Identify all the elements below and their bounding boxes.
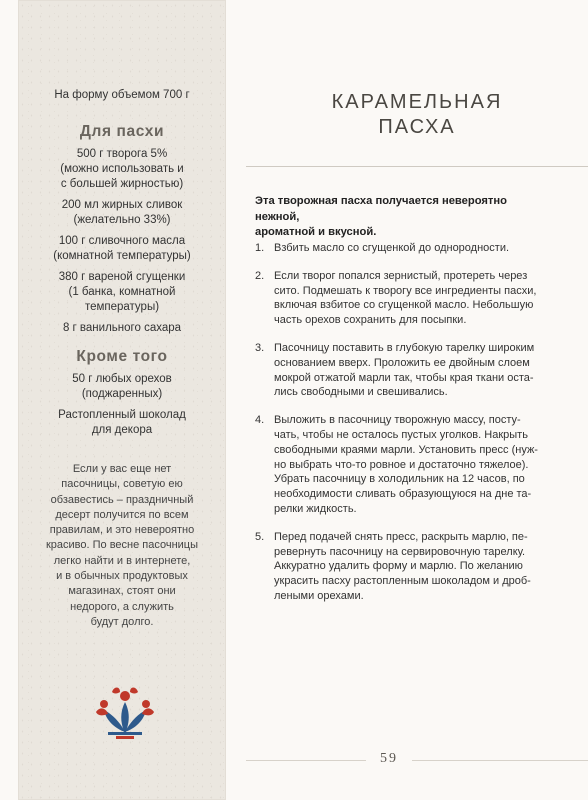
ingredient-item (18, 321, 226, 336)
text-line: украсить пасху растопленным шоколадом и дроб- (274, 575, 531, 588)
text-line: Пасочницу поставить в глубокую тарелку широким (274, 341, 535, 354)
extra-heading: Кроме того (76, 348, 168, 365)
extra-item (18, 372, 226, 402)
text-line: недорого, а служить (70, 600, 174, 613)
step-text (268, 413, 545, 517)
title-divider (246, 166, 588, 167)
text-line: 8 г ванильного сахара (62, 322, 182, 334)
ingredients-sidebar (18, 0, 226, 800)
text-line: леными орехами. (274, 589, 364, 602)
step-text (268, 341, 545, 400)
text-line: и в обычных продуктовых (56, 570, 188, 583)
step-number: 2. (255, 269, 265, 282)
text-line: часть орехов сохранить для посыпки. (274, 314, 467, 327)
text-line: (можно использовать и (60, 163, 184, 175)
text-line: правилам, и это невероятно (49, 524, 195, 537)
text-line: температуры) (84, 301, 160, 313)
text-line: красиво. По весне пасочницы (45, 539, 199, 552)
extra-item (18, 408, 226, 438)
text-line: 50 г любых орехов (72, 373, 172, 385)
text-line: (комнатной температуры) (53, 250, 191, 262)
text-line: ПАСХА (378, 116, 456, 138)
step-number: 5. (255, 530, 265, 543)
text-line: включая взбитое со сгущенкой масло. Небольшую (274, 299, 534, 312)
text-line: Аккуратно удалить форму и марлю. По желанию (274, 560, 523, 573)
ingredients-block (18, 88, 226, 444)
footer-divider (246, 760, 588, 761)
text-line: необходимости сливать образующуюся на дне та- (274, 488, 532, 501)
text-line: магазинах, стоят они (68, 585, 176, 598)
step-item (255, 530, 545, 604)
text-line: Если творог попался зернистый, протереть через (274, 269, 528, 282)
step-number: 1. (255, 242, 265, 254)
step-item (255, 241, 545, 256)
step-text (268, 530, 545, 604)
form-volume-note: На форму объемом 700 г (54, 89, 190, 101)
text-line: (1 банка, комнатной (68, 286, 176, 298)
ingredient-item (18, 198, 226, 228)
text-line: Растопленный шоколад (58, 409, 186, 421)
floral-ornament-icon (90, 682, 160, 740)
text-line: с большей жирностью) (60, 178, 184, 190)
text-line: 500 г творога 5% (76, 148, 168, 160)
text-line: чать, чтобы не осталось пустых уголков. Накрыть (274, 428, 528, 441)
ingredient-item (18, 270, 226, 315)
ingredient-list (18, 147, 226, 336)
page-number: 59 (366, 751, 412, 769)
text-line: (желательно 33%) (73, 214, 171, 226)
text-line: ароматной и вкусной. (255, 226, 377, 238)
text-line: ревернуть пасочницу на сервировочную тарелку. (274, 545, 526, 558)
text-line: будут долго. (90, 615, 154, 628)
step-text (268, 241, 545, 256)
step-number: 3. (255, 341, 265, 354)
text-line: Взбить масло со сгущенкой до однородности. (274, 242, 510, 254)
text-line: Перед подачей снять пресс, раскрыть марлю, пе- (274, 530, 528, 543)
text-line: КАРАМЕЛЬНАЯ (331, 91, 503, 113)
text-line: 380 г вареной сгущенки (58, 271, 186, 283)
text-line: лись свободными и свешивались. (274, 386, 448, 399)
extra-list (18, 372, 226, 438)
ingredient-item (18, 234, 226, 264)
text-line: свободными краями марли. Установить пресс (нуж- (274, 443, 538, 456)
ingredient-item (18, 147, 226, 192)
step-item (255, 413, 545, 517)
text-line: Если у вас еще нет (72, 463, 172, 475)
text-line: обзавестись – праздничный (50, 493, 194, 506)
text-line: пасочницы, советую ею (61, 478, 183, 491)
text-line: основанием вверх. Проложить ее двойным слоем (274, 356, 530, 369)
text-line: легко найти и в интернете, (53, 554, 191, 567)
recipe-steps (255, 241, 545, 617)
step-item (255, 341, 545, 400)
text-line: релки жидкость. (274, 502, 357, 515)
text-line: (поджаренных) (81, 388, 163, 400)
recipe-intro (255, 194, 540, 241)
text-line: Выложить в пасочницу творожную массу, посту- (274, 414, 521, 427)
text-line: 100 г сливочного масла (58, 235, 186, 247)
text-line: Убрать пасочницу в холодильник на 12 часов, по (274, 473, 525, 486)
step-item (255, 269, 545, 328)
step-number: 4. (255, 414, 265, 427)
paskha-heading: Для пасхи (79, 123, 165, 140)
text-line: для декора (91, 424, 153, 436)
step-text (268, 269, 545, 328)
text-line: 200 мл жирных сливок (61, 199, 183, 211)
text-line: сито. Подмешать к творогу все ингредиенты пасхи, (274, 284, 537, 297)
text-line: Эта творожная пасха получается невероятно нежной, (255, 195, 508, 223)
text-line: десерт получится по всем (55, 508, 189, 521)
recipe-title (246, 90, 588, 140)
text-line: мокрой отжатой марли так, чтобы края ткани оста- (274, 371, 534, 384)
text-line: но выбрать что-то ровное и достаточно тяжелое). (274, 458, 529, 471)
tip-note (18, 462, 226, 630)
